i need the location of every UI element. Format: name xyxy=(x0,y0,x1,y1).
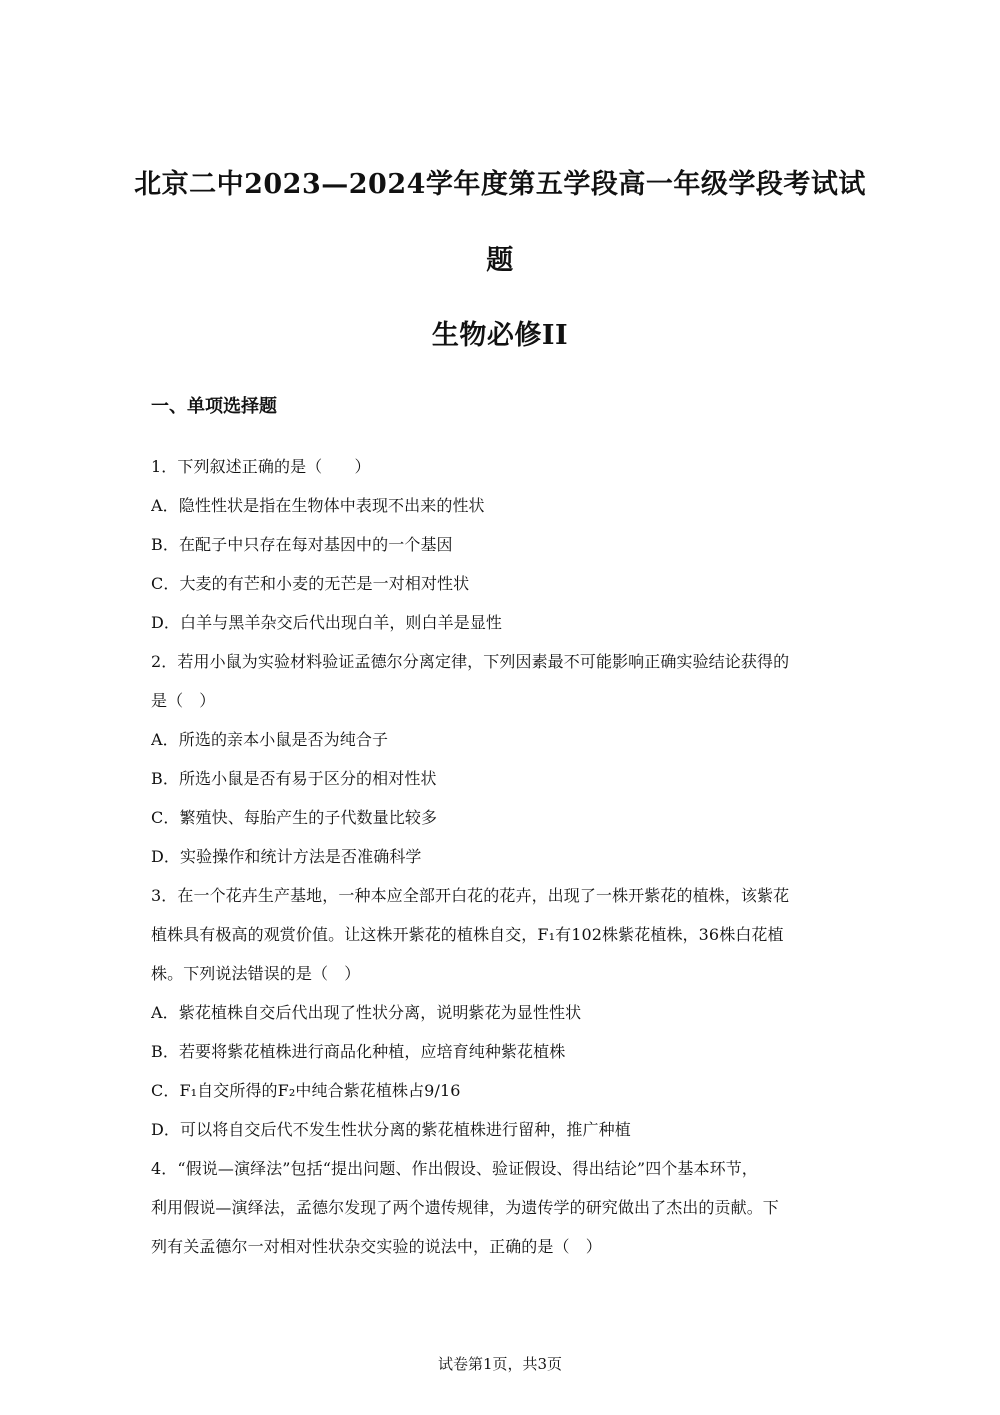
question-1-option-b: B．在配子中只存在每对基因中的一个基因 xyxy=(151,535,453,554)
question-3-option-a: A．紫花植株自交后代出现了性状分离，说明紫花为显性性状 xyxy=(151,1003,582,1022)
question-3-option-b: B．若要将紫花植株进行商品化种植，应培育纯种紫花植株 xyxy=(151,1042,566,1061)
question-2-stem-line-1: 2．若用小鼠为实验材料验证孟德尔分离定律，下列因素最不可能影响正确实验结论获得的 xyxy=(151,652,790,671)
question-1-stem: 1．下列叙述正确的是（ ） xyxy=(151,457,371,476)
question-2-option-a: A．所选的亲本小鼠是否为纯合子 xyxy=(151,730,389,749)
question-3-stem-line-2: 植株具有极高的观赏价值。让这株开紫花的植株自交，F₁有102株紫花植株，36株白花植 xyxy=(151,925,784,944)
question-4-stem-line-1: 4．“假说—演绎法”包括“提出问题、作出假设、验证假设、得出结论”四个基本环节， xyxy=(151,1159,758,1178)
question-2-option-c: C．繁殖快、每胎产生的子代数量比较多 xyxy=(151,808,438,827)
question-4-stem-line-2: 利用假说—演绎法，孟德尔发现了两个遗传规律，为遗传学的研究做出了杰出的贡献。下 xyxy=(151,1198,779,1217)
page-footer: 试卷第1页，共3页 xyxy=(437,1355,563,1373)
question-1-option-d: D．白羊与黑羊杂交后代出现白羊，则白羊是显性 xyxy=(151,613,503,632)
question-2-stem-line-2: 是（ ） xyxy=(151,691,216,710)
exam-title-line-2: 题 xyxy=(486,245,514,276)
question-4-stem-line-3: 列有关孟德尔一对相对性状杂交实验的说法中，正确的是（ ） xyxy=(151,1237,602,1256)
question-2-option-b: B．所选小鼠是否有易于区分的相对性状 xyxy=(151,769,437,788)
question-1-option-a: A．隐性性状是指在生物体中表现不出来的性状 xyxy=(151,496,485,515)
question-body xyxy=(151,447,851,1266)
question-3-option-c: C．F₁自交所得的F₂中纯合紫花植株占9/16 xyxy=(151,1081,461,1100)
question-3-option-d: D．可以将自交后代不发生性状分离的紫花植株进行留种，推广种植 xyxy=(151,1120,631,1139)
question-3-stem-line-3: 株。下列说法错误的是（ ） xyxy=(151,964,361,983)
question-2-option-d: D．实验操作和统计方法是否准确科学 xyxy=(151,847,422,866)
question-3-stem-line-1: 3．在一个花卉生产基地，一种本应全部开白花的花卉，出现了一株开紫花的植株，该紫花 xyxy=(151,886,790,905)
question-1-option-c: C．大麦的有芒和小麦的无芒是一对相对性状 xyxy=(151,574,470,593)
exam-title-line-1: 北京二中2023—2024学年度第五学段高一年级学段考试试 xyxy=(134,169,866,200)
section-heading: 一、单项选择题 xyxy=(151,396,277,417)
subject-title: 生物必修II xyxy=(431,320,569,351)
